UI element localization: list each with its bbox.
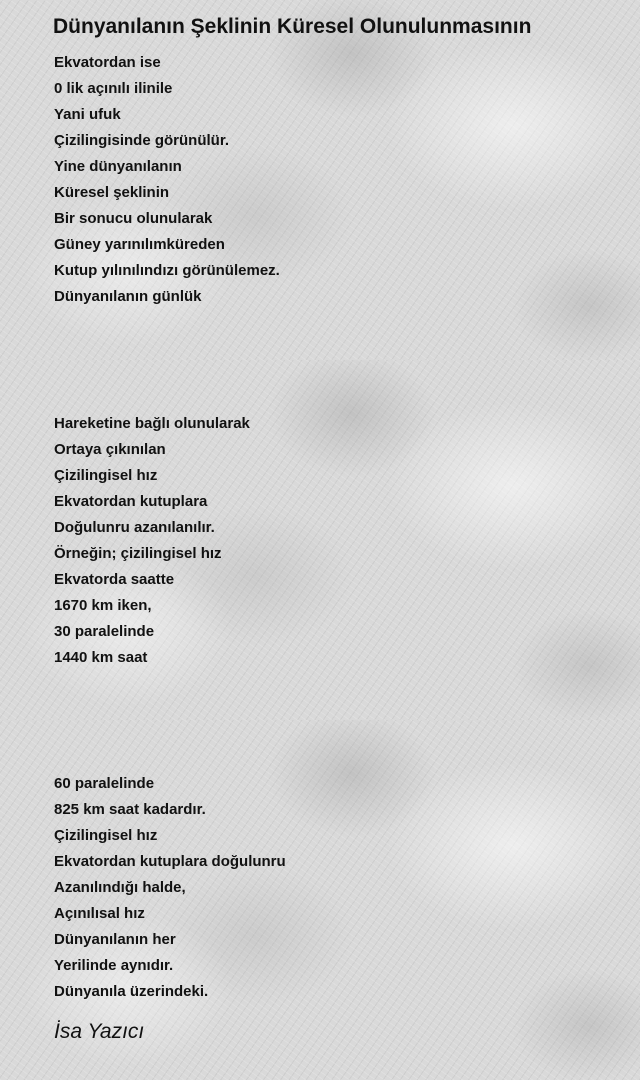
poem-line: Çizilingisinde görünülür. [54,132,229,149]
poem-line: Dünyanılanın günlük [54,288,202,305]
poem-line: Çizilingisel hız [54,827,158,844]
poem-line: Dünyanıla üzerindeki. [54,983,209,1000]
poem-line: Yerilinde aynıdır. [54,957,174,974]
poem-line: Küresel şeklinin [54,184,170,201]
stanza-3 [54,771,286,1005]
poem-line: Örneğin; çizilingisel hız [54,545,222,562]
poem-line: 0 lik açınılı ilinile [54,80,173,97]
poem-title: Dünyanılanın Şeklinin Küresel Olunulunmasının [53,15,532,38]
author-name: İsa Yazıcı [54,1020,145,1043]
poem-line: Kutup yılınılındızı görünülemez. [54,262,280,279]
poem-panel-3 [0,720,640,1080]
poem-line: Güney yarınılımküreden [54,236,225,253]
poem-line: Bir sonucu olunularak [54,210,213,227]
stanza-2 [54,411,250,671]
poem-line: 825 km saat kadardır. [54,801,206,818]
poem-line: Ortaya çıkınılan [54,441,166,458]
poem-line: Açınılısal hız [54,905,145,922]
poem-line: Ekvatordan kutuplara [54,493,208,510]
poem-line: 60 paralelinde [54,775,155,792]
poem-line: Ekvatordan kutuplara doğulunru [54,853,286,870]
poem-line: Ekvatorda saatte [54,571,175,588]
poem-line: Ekvatordan ise [54,54,161,71]
stanza-1 [54,50,280,310]
poem-panel-2 [0,360,640,720]
poem-line: Dünyanılanın her [54,931,176,948]
poem-line: Çizilingisel hız [54,467,158,484]
poem-line: 1670 km iken, [54,597,152,614]
poem-line: Yine dünyanılanın [54,158,182,175]
poem-line: 1440 km saat [54,649,148,666]
poem-line: Azanılındığı halde, [54,879,186,896]
poem-line: Hareketine bağlı olunularak [54,415,250,432]
poem-panel-1 [0,0,640,360]
poem-line: Yani ufuk [54,106,121,123]
poem-line: 30 paralelinde [54,623,155,640]
poem-line: Doğulunru azanılanılır. [54,519,215,536]
